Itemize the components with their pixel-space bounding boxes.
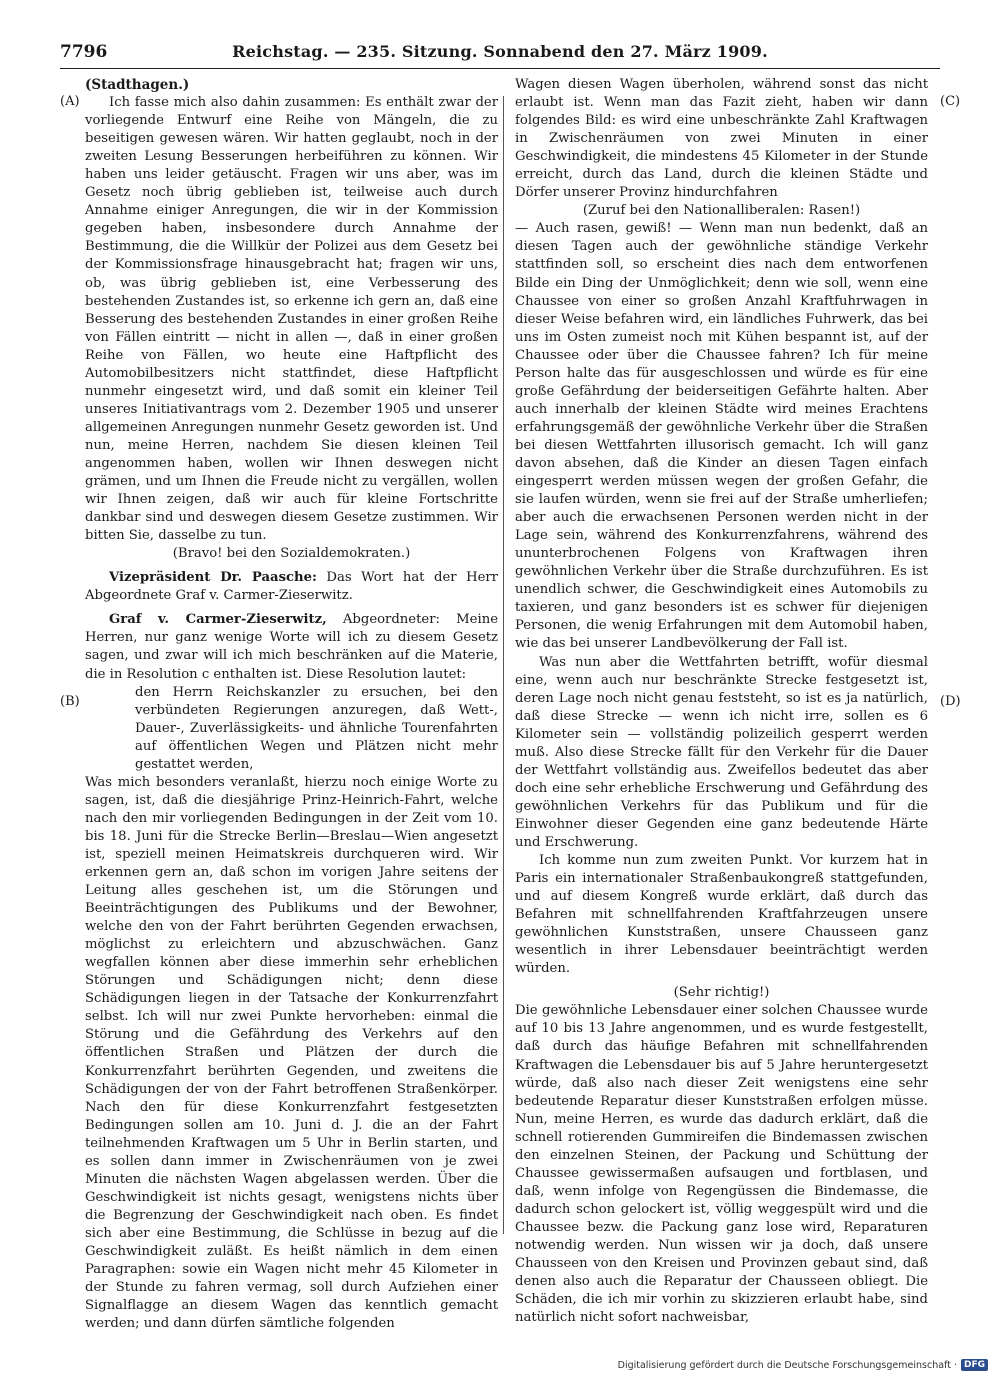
margin-mark-a: (A) xyxy=(60,94,80,109)
speaker-name: Vizepräsident Dr. Paasche: xyxy=(109,570,317,586)
paragraph: Ich fasse mich also dahin zusammen: Es enthält zwar der vorliegende Entwurf eine Reihe von Mängeln, die zu beseitigen gewesen wären. Wir hatten geglaubt, noch in der zweiten Lesung Besserungen herbeiführen zu können. Wir haben uns leider getäuscht. Fragen wir uns aber, was im Gesetz noch übrig geblieben ist, teilweise auch durch Annahme einiger Anregungen, die wir in der Kommission gegeben haben, insbesondere durch Annahme der Bestimmung, die die Willkür der Polizei aus dem Gesetz bei der Kommissionsfrage hinausgebracht hat; fragen wir uns, ob, was übrig geblieben ist, eine Verbesserung des bestehenden Zustandes ist, so erkenne ich gern an, daß eine Besserung des bestehenden Zustandes in einer großen Reihe von Fällen eintritt — nicht in allen —, daß in einer großen Reihe von Fällen, wo heute eine Haftpflicht des Automobilbesitzers nicht stattfindet, diese Haftpflicht nunmehr eingesetzt wird, und daß somit ein kleiner Teil unseres Initiativantrags vom 2. Dezember 1905 und unserer allgemeinen Anregungen nunmehr Gesetz geworden ist. Und nun, meine Herren, nachdem Sie diesen kleinen Teil angenommen haben, wollen wir Ihnen deswegen nicht grämen, und um Ihnen die Freude nicht zu vergällen, wollen wir Ihnen zeigen, daß wir auch für kleine Fortschritte dankbar sind und deswegen diesem Gesetze zustimmen. Wir bitten Sie, dasselbe zu tun. xyxy=(85,95,498,544)
margin-mark-c: (C) xyxy=(940,94,961,109)
interjection: (Bravo! bei den Sozialdemokraten.) xyxy=(172,546,411,562)
paragraph: Wagen diesen Wagen überholen, während sonst das nicht erlaubt ist. Wenn man das Fazit zieht, haben wir dann folgendes Bild: es wird eine unbeschränkte Zahl Kraftwagen in Zwischenräumen von zwei Minuten in einer Geschwindigkeit, die mindestens 45 Kilometer in der Stunde erreicht, durch das Land, durch die kleinen Städte und Dörfer unserer Provinz hindurchfahren xyxy=(515,77,928,201)
speaker-tag: (Stadthagen.) xyxy=(85,77,190,93)
dfg-logo: DFG xyxy=(961,1359,988,1371)
footer-text: Digitalisierung gefördert durch die Deutsche Forschungsgemeinschaft · xyxy=(617,1359,957,1371)
paragraph: Die gewöhnliche Lebensdauer einer solchen Chaussee wurde auf 10 bis 13 Jahre angenommen, und es wurde festgestellt, daß durch das häufige Befahren mit schnellfahrenden Kraftwagen die Lebensdauer bis auf 5 Jahre heruntergesetzt würde, daß also nach dieser Zeit wenigstens eine sehr bedeutende Reparatur dieser Kunststraßen erfolgen müsse. Nun, meine Herren, es wurde das dadurch erklärt, daß die schnell rotierenden Gummireifen die Bindemassen zwischen den einzelnen Steinen, der Packung und Schüttung der Chaussee gewissermaßen aufsaugen und fortblasen, und daß, wenn infolge von Regengüssen die Bindemasse, die dadurch schon gelockert ist, völlig weggespült wird und die Chaussee bezw. die Packung ganz lose wird, Reparaturen notwendig werden. Nun wissen wir ja doch, daß unsere Chausseen von den Kreisen und Provinzen gebaut sind, daß denen also auch die Reparatur der Chausseen obliegt. Die Schäden, die ich mir vorhin zu skizzieren erlaubt habe, sind natürlich nicht sofort nachweisbar, xyxy=(515,1003,928,1326)
page-number: 7796 xyxy=(60,42,108,62)
right-column xyxy=(515,76,928,1327)
column-divider xyxy=(503,96,504,1234)
margin-mark-d: (D) xyxy=(940,694,961,709)
left-column xyxy=(85,76,498,1333)
running-title: Reichstag. — 235. Sitzung. Sonnabend den 27. März 1909. xyxy=(232,42,768,61)
paragraph: Ich komme nun zum zweiten Punkt. Vor kurzem hat in Paris ein internationaler Straßenbaukongreß stattgefunden, und auf diesem Kongreß wurde erklärt, daß durch das Befahren mit schnellfahrenden Kraftfahrzeugen unsere gewöhnlichen Kunststraßen, unsere Chausseen ganz wesentlich in ihrer Lebensdauer beeinträchtigt werden würden. xyxy=(515,853,928,977)
speaker-name: Graf v. Carmer-Zieserwitz, xyxy=(109,612,327,628)
paragraph: — Auch rasen, gewiß! — Wenn man nun bedenkt, daß an diesen Tagen auch der gewöhnliche ständige Verkehr stattfinden soll, so erscheint dies nach dem entworfenen Bilde ein Ding der Unmöglichkeit; denn wie soll, wenn eine Chaussee von einer so großen Anzahl Kraftfuhrwagen in dieser Weise befahren wird, ein ländliches Fuhrwerk, das bei uns im Osten zumeist noch mit Kühen bespannt ist, auf der Chaussee oder über die Chaussee fahren? Ich für meine Person halte das für ausgeschlossen und würde es für eine große Gefährdung der beiderseitigen Gefährte halten. Aber auch innerhalb der kleinen Städte wird meines Erachtens erfahrungsgemäß der gewöhnliche Verkehr über die Straßen bei diesen Wettfahrten illusorisch gemacht. Ich will ganz davon absehen, daß die Kinder an diesen Tagen einfach eingesperrt werden müssen wegen der großen Gefahr, die sie laufen würden, wenn sie frei auf der Straße umherliefen; aber auch die erwachsenen Personen werden nicht in der Lage sein, während des Konkurrenzfahrens, während des ununterbrochenen Folgens von Kraftwagen ihren gewöhnlichen Verkehr über die Straße durchzuführen. Es ist unendlich schwer, die Geschwindigkeit eines Automobils zu taxieren, und ganz besonders ist es schwer für diejenigen Personen, die wenig Erfahrungen mit dem Automobil haben, wie das bei unserer Landbevölkerung der Fall ist. xyxy=(515,221,928,652)
margin-mark-b: (B) xyxy=(60,694,80,709)
speech-intro xyxy=(85,611,498,683)
paragraph: Was nun aber die Wettfahrten betrifft, wofür diesmal eine, wenn auch nur beschränkte Strecke festgesetzt ist, deren Lage noch nicht genau feststeht, so ist es ja natürlich, daß diese Strecke — wenn ich nicht irre, sollen es 6 Kilometer sein — vollständig polizeilich gesperrt werden muß. Also diese Strecke fällt für den Verkehr für die Dauer der Wettfahrt vollständig aus. Zweifellos bedeutet das aber doch eine sehr erhebliche Erschwerung und Gefährdung des gewöhnlichen Verkehrs für das Publikum und für die Einwohner dieser Gegenden eine ganz bedeutende Härte und Erschwerung. xyxy=(515,654,928,850)
page-header xyxy=(60,38,940,69)
paragraph: Was mich besonders veranlaßt, hierzu noch einige Worte zu sagen, ist, daß die diesjährige Prinz-Heinrich-Fahrt, welche nach den mir vorliegenden Bedingungen in der Zeit vom 10. bis 18. Juni für die Strecke Berlin—Breslau—Wien angesetzt ist, speziell meinen Heimatskreis durchqueren wird. Wir erkennen gern an, daß schon im vorigen Jahre seitens der Leitung alles geschehen ist, um die Störungen und Beeinträchtigungen des Publikums und der Bewohner, welche den von der Fahrt berührten Gegenden erwachsen, möglichst zu erleichtern und abzuschwächen. Ganz wegfallen können aber diese immerhin sehr erheblichen Störungen und Schädigungen nicht; denn diese Schädigungen liegen in der Tatsache der Konkurrenzfahrt selbst. Ich will nur zwei Punkte hervorheben: einmal die Störung und die Gefährdung des Verkehrs auf den öffentlichen Straßen und Plätzen der durch die Konkurrenzfahrt berührten Gegenden, und zweitens die Schädigungen der von der Fahrt betroffenen Straßenkörper. Nach den für diese Konkurrenzfahrt festgesetzten Bedingungen sollen am 10. Juni d. J. die an der Fahrt teilnehmenden Kraftwagen um 5 Uhr in Berlin starten, und es sollen dann immer in Zwischenräumen von je zwei Minuten die nächsten Wagen abgelassen werden. Über die Geschwindigkeit ist nichts gesagt, wenigstens nichts über die Begrenzung der Geschwindigkeit nach oben. Es findet sich aber eine Bestimmung, die Schlüsse in bezug auf die Geschwindigkeit zuläßt. Es heißt nämlich in dem einen Paragraphen: sowie ein Wagen nicht mehr 45 Kilometer in der Stunde zu fahren vermag, soll durch Aufziehen einer Signalflagge an diesem Wagen das kenntlich gemacht werden; und dann dürfen sämtliche folgenden xyxy=(85,774,498,1332)
interjection: (Sehr richtig!) xyxy=(673,985,770,1001)
speech-text: Abgeordneter: Meine Herren, nur ganz wenige Worte will ich zu diesem Gesetz sagen, und zwar will ich mich beschränken auf die Materie, die in Resolution c enthalten ist. Diese Resolution lautet: xyxy=(85,612,498,682)
vice-president-remark xyxy=(85,569,498,605)
remark-text: Das Wort hat der Herr Abgeordnete Graf v. Carmer-Zieserwitz. xyxy=(85,570,498,604)
footer xyxy=(618,1359,988,1371)
interjection: (Zuruf bei den Nationalliberalen: Rasen!) xyxy=(582,203,861,219)
resolution-quote: den Herrn Reichskanzler zu ersuchen, bei den verbündeten Regierungen anzuregen, daß Wett-, Dauer-, Zuverlässigkeits- und ähnliche Tourenfahrten auf öffentlichen Wegen und Plätzen nicht mehr gestattet werden, xyxy=(135,684,498,772)
